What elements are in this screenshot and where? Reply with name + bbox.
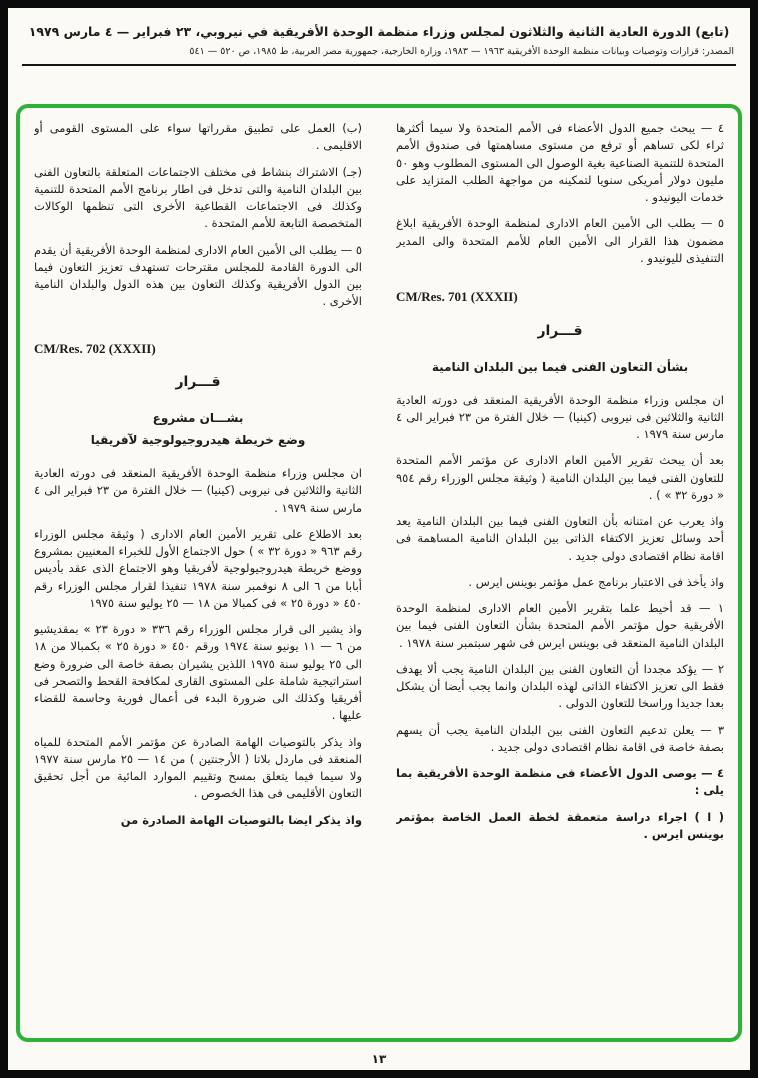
resolution-number-701: CM/Res. 701 (XXXII) [396,289,518,304]
document-header [8,8,750,66]
column-left [34,120,362,1026]
resolution-subject-line1: بشـــان مشروع [152,411,244,425]
paragraph: ٥ — يطلب الى الأمين العام الادارى لمنظمة الوحدة الأفريقية ابلاغ مضمون هذا القرار الى الأمين العام للأمم المتحدة والى المدير التنفيذى لليونيدو . [396,216,724,265]
paragraph: واذ يذكر بالتوصيات الهامة الصادرة عن مؤتمر الأمم المتحدة للمياه المنعقد فى ماردل بلاتا ( الأرجنتين ) من ١٤ — ٢٥ مارس سنة ١٩٧٧ ولا سيما فيما يتعلق بمسح وتقييم الموارد المائية من أجل تحقيق التعاون الأقليمى فى هذا الخصوص . [34,734,362,801]
resolution-subject: بشأن التعاون الفنى فيما بين البلدان النامية [431,359,689,374]
paragraph: واذ يشير الى قرار مجلس الوزراء رقم ٣٣٦ « دورة ٢٣ » بمقديشيو من ٦ — ١١ يونيو سنة ١٩٧٤ ورقم ٤٥٠ « دورة ٢٥ » بكمبالا من ١٨ الى ٢٥ يوليو سنة ١٩٧٥ اللذين يشيران بصفة خاصة الى ضرورة وضع استراتيجية شاملة على المستوى القارى لمكافحة القحط والتصحر فى أفريقيا وكذلك الى ضرورة البدء فى أعمال فورية وحاسمة للقضاء عليها . [34,622,362,723]
content-frame [16,104,742,1042]
paragraph: (ب) العمل على تطبيق مقرراتها سواء على المستوى القومى أو الاقليمى . [34,121,362,153]
paragraph: ٣ — يعلن تدعيم التعاون الفنى بين البلدان النامية يجب أن يسهم بصفة خاصة فى اقامة نظام اقتصادى دولى جديد . [396,722,724,754]
page-number: ١٣ [371,1052,387,1066]
resolution-heading: قـــرار [175,374,221,390]
document-title: (تابع) الدورة العادية الثانية والثلاثون لمجلس وزراء منظمة الوحدة الأفريقية في نيروبي، ٢٣ فبراير — ٤ مارس ١٩٧٩ [28,24,730,39]
column-right [396,120,724,1026]
paragraph: واذ يعرب عن امتنانه بأن التعاون الفنى فيما بين البلدان النامية يعد أحد وسائل تعزيز الاكتفاء الذاتى بين البلدان النامية المساهمة فى اقامة نظام اقتصادى دولى جديد . [396,514,724,563]
resolution-number-702: CM/Res. 702 (XXXII) [34,340,156,356]
paragraph: ٥ — يطلب الى الأمين العام الادارى لمنظمة الوحدة الأفريقية أن يقدم الى الدورة القادمة للمجلس مقترحات تستهدف تعزيز التعاون فيما بين الدول الأفريقية وكذلك التعاون بين هذه الدول والبلدان النامية الأخرى . [34,242,362,309]
paragraph: (جـ) الاشتراك بنشاط فى مختلف الاجتماعات المتعلقة بالتعاون الفنى بين البلدان النامية والتى تدخل فى اطار برنامج الأمم المتحدة للتنمية وكذلك فى الاجتماعات القطاعية الأخرى التى تنظمها الوكالات المتخصصة التابعة للأمم المتحدة . [34,164,362,231]
paragraph: ان مجلس وزراء منظمة الوحدة الأفريقية المنعقد فى دورته العادية الثانية والثلاثين فى نيروبى (كينيا) — خلال الفترة من ٢٣ فبراير الى ٤ مارس سنة ١٩٧٩ . [34,466,362,515]
paragraph: بعد الاطلاع على تقرير الأمين العام الادارى ( وثيقة مجلس الوزراء رقم ٩٦٣ « دورة ٣٢ » ) حول الاجتماع الأول للخبراء المعنيين بمشروع ووضع خريطة هيدروجيولوجية لأفريقيا وهو الاجتماع الذى عقد بأديس أبابا من ٦ الى ٨ نوفمبر سنة ١٩٧٨ تنفيذا لقرار مجلس الوزراء رقم ٤٥٠ « دورة ٢٥ » فى كمبالا من ١٨ — ٢٥ يوليو سنة ١٩٧٥ [34,526,362,610]
resolution-subject-line2: وضع خريطة هيدروجيولوجية لآفريقيا [90,433,306,447]
paragraph: واذ يذكر ايضا بالتوصيات الهامة الصادرة من [120,812,362,827]
header-divider [22,64,736,66]
paragraph: ٤ — يوصى الدول الأعضاء فى منظمة الوحدة الأفريقية بما يلى : [396,766,724,798]
document-page [8,8,750,1070]
paragraph: ٢ — يؤكد مجددا أن التعاون الفنى بين البلدان النامية يجب ألا يهدف فقط الى تعزيز الاكتفاء الذاتى لهذه البلدان وانما يجب أيضا أن يشكل بعدا جديدا وراسخا للتعاون الدولى . [396,661,724,711]
paragraph: ( ا ) اجراء دراسة متعمقة لخطة العمل الخاصة بمؤتمر بوينس ايرس . [396,809,724,841]
paragraph: واذ يأخذ فى الاعتبار برنامج عمل مؤتمر بوينس ايرس . [468,574,724,589]
paragraph: ٤ — يبحث جميع الدول الأعضاء فى الأمم المتحدة ولا سيما أكثرها ثراء لكى تساهم أو ترفع من مستوى مساهمتها فى صندوق الأمم المتحدة للتنمية الصناعية بغية الوصول الى المستوى المطلوب وهو ٥٠ مليون دولار أمريكى سنويا لتمكينه من مواجهة الطلب المتزايد على خدمات اليونيدو . [396,121,724,204]
paragraph: ان مجلس وزراء منظمة الوحدة الأفريقية المنعقد فى دورته العادية الثانية والثلاثين فى نيروبى (كينيا) — خلال الفترة من ٢٣ فبراير الى ٤ مارس سنة ١٩٧٩ . [396,392,724,441]
two-column-layout [34,120,724,1026]
paragraph: ١ — قد أحيط علما بتقرير الأمين العام الادارى لمنظمة الوحدة الأفريقية حول مؤتمر الأمم المتحدة بشأن التعاون الفنى فيما بين البلدان النامية المنعقد فى بوينس ايرس فى شهر سبتمبر سنة ١٩٧٨ . [396,601,724,650]
paragraph: بعد أن يبحث تقرير الأمين العام الادارى عن مؤتمر الأمم المتحدة للتعاون الفنى فيما بين البلدان النامية ( وثيقة مجلس الوزراء رقم ٩٥٤ « دورة ٣٢ » ) . [396,453,724,502]
source-line: المصدر: قرارات وتوصيات وبيانات منظمة الوحدة الأفريقية ١٩٦٣ — ١٩٨٣، وزارة الخارجية، جمهورية مصر العربية، ط ١٩٨٥، ص ٥٢٠ — ٥٤١ [189,46,734,57]
resolution-heading: قـــرار [537,322,583,339]
